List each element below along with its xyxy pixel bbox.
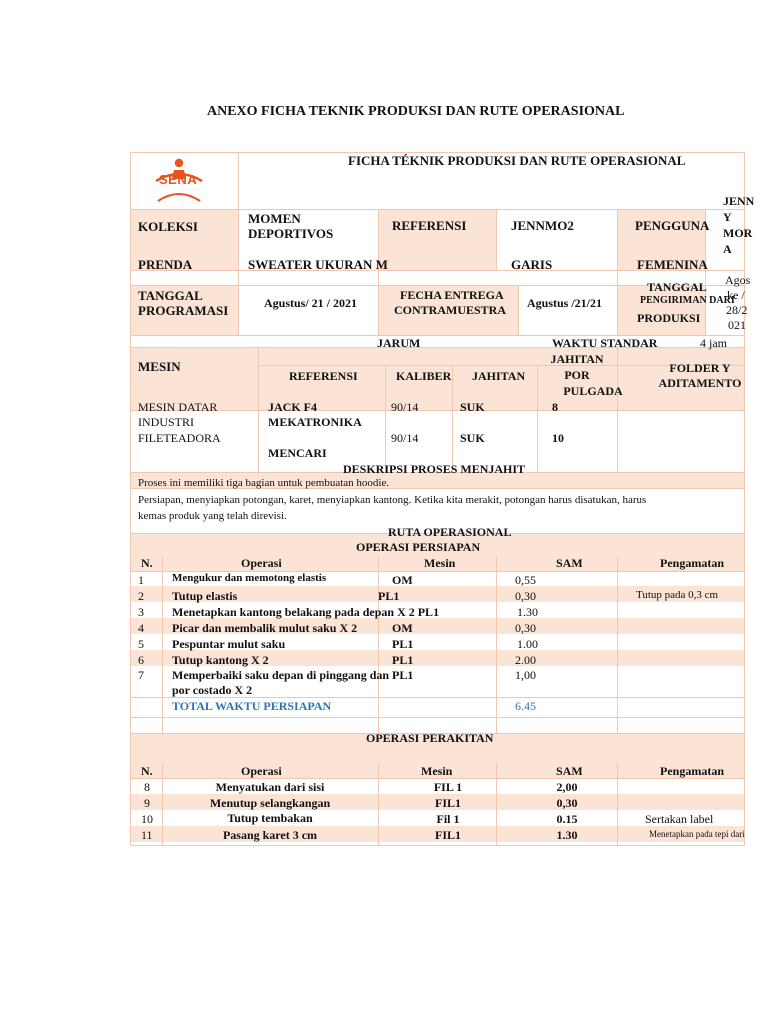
tanggal-kirim-value-4: 021 — [728, 318, 746, 332]
waktu-value: 4 jam — [700, 336, 727, 350]
persiapan-row-5-operasi: Pespuntar mulut saku — [172, 637, 286, 651]
persiapan-row-1-mesin: OM — [392, 573, 413, 587]
perakitan-header-n: N. — [141, 764, 153, 778]
machine-referensi-label: REFERENSI — [289, 369, 358, 383]
pengguna-value-1: JENN — [723, 194, 755, 208]
koleksi-label: KOLEKSI — [138, 219, 198, 234]
deskripsi-line-2: Persiapan, menyiapkan potongan, karet, menyiapkan kantong. Ketika kita merakit, potongan harus disatukan, harus — [138, 494, 647, 506]
tanggal-kirim-label-1: TANGGAL — [647, 280, 707, 294]
perakitan-row-9-mesin: FIL1 — [434, 796, 461, 810]
perakitan-row-10-mesin: Fil 1 — [436, 812, 460, 826]
persiapan-row-1-operasi: Mengukur dan memotong elastis — [172, 572, 327, 584]
perakitan-row-8-operasi: Menyatukan dari sisi — [215, 780, 325, 794]
machine-row-2-kaliber: 90/14 — [391, 431, 419, 445]
persiapan-row-1-n: 1 — [138, 573, 144, 587]
perakitan-row-11-pengamatan: Menetapkan pada tepi dari — [649, 829, 745, 839]
persiapan-row-5-sam: 1.00 — [517, 637, 538, 651]
jahitan-por-label-3: PULGADA — [563, 384, 623, 398]
machine-row-1-por: 8 — [552, 400, 558, 414]
persiapan-row-6-sam: 2.00 — [515, 653, 536, 667]
persiapan-row-2-n: 2 — [138, 589, 144, 603]
perakitan-row-9-operasi: Menutup selangkangan — [209, 796, 331, 810]
perakitan-row-11-n: 11 — [141, 828, 153, 842]
machine-row-2-mesin-1: FILETEADORA — [138, 431, 221, 445]
persiapan-row-4-n: 4 — [138, 621, 144, 635]
persiapan-row-2-sam: 0,30 — [515, 589, 536, 603]
fecha-label-1: FECHA ENTREGA — [400, 288, 504, 302]
deskripsi-line-3: kemas produk yang telah direvisi. — [138, 510, 287, 522]
persiapan-row-4-operasi: Picar dan membalik mulut saku X 2 — [172, 621, 358, 635]
pengguna-value-2: Y — [723, 210, 732, 224]
garis-label: GARIS — [511, 257, 553, 272]
persiapan-title: OPERASI PERSIAPAN — [356, 540, 481, 554]
persiapan-row-4-mesin: OM — [392, 621, 413, 635]
perakitan-header-mesin: Mesin — [421, 764, 453, 778]
prenda-label: PRENDA — [138, 257, 193, 272]
folder-label-1: FOLDER Y — [669, 361, 731, 375]
persiapan-header-mesin: Mesin — [424, 556, 456, 570]
mesin-label: MESIN — [138, 359, 181, 374]
perakitan-row-11-sam: 1.30 — [556, 828, 578, 842]
persiapan-row-7-operasi-2: por costado X 2 — [172, 683, 253, 697]
ruta-title: RUTA OPERASIONAL — [388, 525, 512, 539]
persiapan-row-7-sam: 1,00 — [515, 668, 536, 682]
persiapan-row-2-mesin: PL1 — [378, 589, 400, 603]
persiapan-row-2-operasi: Tutup elastis — [172, 589, 238, 603]
perakitan-row-8-sam: 2,00 — [556, 780, 578, 794]
garis-value: FEMENINA — [637, 257, 708, 272]
waktu-label: WAKTU STANDAR — [552, 336, 658, 350]
perakitan-row-10-pengamatan: Sertakan label — [645, 812, 714, 826]
tanggal-kirim-label-2: PENGIRIMAN DARI — [640, 295, 735, 306]
machine-row-1-kaliber: 90/14 — [391, 400, 419, 414]
tanggal-prog-value: Agustus/ 21 / 2021 — [264, 296, 358, 310]
machine-row-2-ref-1: MENCARI — [268, 446, 327, 460]
perakitan-header-pengamatan: Pengamatan — [660, 764, 724, 778]
jahitan-label: JAHITAN — [472, 369, 526, 383]
pengguna-label: PENGGUNA — [635, 218, 710, 233]
referensi-label: REFERENSI — [392, 218, 467, 233]
persiapan-total-label: TOTAL WAKTU PERSIAPAN — [172, 699, 332, 713]
header-title: FICHA TÉKNIK PRODUKSI DAN RUTE OPERASIONAL — [348, 153, 686, 168]
koleksi-value-2: DEPORTIVOS — [248, 226, 334, 241]
machine-row-1-mesin-1: MESIN DATAR — [138, 400, 218, 414]
machine-row-1-ref-2: MEKATRONIKA — [268, 415, 362, 429]
fecha-label-2: CONTRAMUESTRA — [394, 303, 507, 317]
persiapan-row-6-operasi: Tutup kantong X 2 — [172, 653, 269, 667]
perakitan-row-9-sam: 0,30 — [556, 796, 578, 810]
sena-logo — [152, 157, 206, 205]
persiapan-row-1-sam: 0,55 — [515, 573, 536, 587]
fecha-value: Agustus /21/21 — [527, 296, 603, 310]
tanggal-kirim-label-3: PRODUKSI — [637, 311, 701, 325]
persiapan-row-4-sam: 0,30 — [515, 621, 536, 635]
perakitan-row-10-sam: 0.15 — [556, 812, 578, 826]
persiapan-header-n: N. — [141, 556, 153, 570]
perakitan-row-10-n: 10 — [141, 812, 153, 826]
persiapan-row-5-n: 5 — [138, 637, 144, 651]
prenda-value: SWEATER UKURAN M — [248, 257, 388, 272]
perakitan-row-11-mesin: FIL1 — [434, 828, 461, 842]
perakitan-title: OPERASI PERAKITAN — [366, 731, 494, 745]
jarum-label: JARUM — [377, 336, 421, 350]
deskripsi-line-1: Proses ini memiliki tiga bagian untuk pembuatan hoodie. — [138, 477, 390, 489]
tanggal-kirim-value-3: 28/2 — [726, 303, 748, 317]
persiapan-row-7-n: 7 — [138, 668, 144, 682]
folder-label-2: ADITAMENTO — [658, 376, 742, 390]
persiapan-row-5-mesin: PL1 — [392, 637, 414, 651]
machine-row-1-mesin-2: INDUSTRI — [138, 415, 194, 429]
jahitan-por-label-1: JAHITAN — [550, 352, 604, 366]
persiapan-row-6-mesin: PL1 — [392, 653, 414, 667]
tanggal-kirim-value-1: Agos — [725, 273, 751, 287]
persiapan-row-3-n: 3 — [138, 605, 144, 619]
persiapan-row-7-operasi: Memperbaiki saku depan di pinggang dan — [172, 668, 390, 682]
logo-text: SENA — [159, 172, 198, 187]
persiapan-row-6-n: 6 — [138, 653, 144, 667]
machine-row-1-ref-1: JACK F4 — [268, 400, 317, 414]
perakitan-row-8-n: 8 — [144, 780, 150, 794]
persiapan-total-value: 6.45 — [515, 699, 536, 713]
persiapan-row-3-operasi: Menetapkan kantong belakang pada depan X 2 PL1 — [172, 605, 440, 619]
machine-row-2-jahitan: SUK — [460, 431, 485, 445]
perakitan-header-sam: SAM — [556, 764, 583, 778]
persiapan-header-sam: SAM — [556, 556, 583, 570]
page-title: ANEXO FICHA TEKNIK PRODUKSI DAN RUTE OPERASIONAL — [207, 104, 625, 119]
tanggal-prog-label-1: TANGGAL — [138, 288, 203, 303]
perakitan-row-11-operasi: Pasang karet 3 cm — [222, 828, 318, 842]
kaliber-label: KALIBER — [396, 369, 452, 383]
persiapan-row-2-pengamatan: Tutup pada 0,3 cm — [636, 589, 719, 601]
perakitan-header-operasi: Operasi — [241, 764, 282, 778]
tanggal-kirim-value-2: ke / — [727, 288, 745, 302]
deskripsi-title: DESKRIPSI PROSES MENJAHIT — [343, 462, 526, 476]
referensi-value: JENNMO2 — [511, 218, 574, 233]
pengguna-value-4: A — [723, 242, 732, 256]
perakitan-row-9-n: 9 — [144, 796, 150, 810]
koleksi-value-1: MOMEN — [248, 211, 301, 226]
jahitan-por-label-2: POR — [564, 368, 590, 382]
tanggal-prog-label-2: PROGRAMASI — [138, 303, 229, 318]
perakitan-row-8-mesin: FIL 1 — [433, 780, 463, 794]
perakitan-row-10-operasi: Tutup tembakan — [227, 811, 313, 825]
machine-row-1-jahitan: SUK — [460, 400, 485, 414]
persiapan-header-pengamatan: Pengamatan — [660, 556, 724, 570]
persiapan-header-operasi: Operasi — [241, 556, 282, 570]
pengguna-value-3: MOR — [723, 226, 753, 240]
machine-row-2-por: 10 — [552, 431, 564, 445]
persiapan-row-7-mesin: PL1 — [392, 668, 414, 682]
persiapan-row-3-sam: 1.30 — [517, 605, 538, 619]
